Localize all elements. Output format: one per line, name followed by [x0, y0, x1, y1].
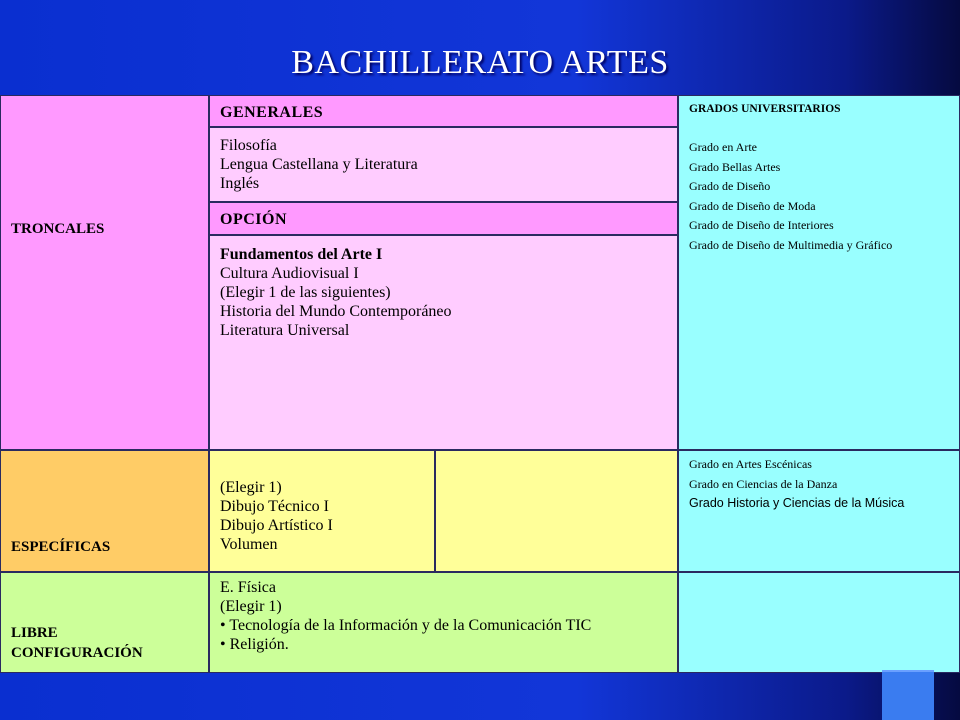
libre-label: LIBRE CONFIGURACIÓN [11, 625, 143, 661]
libre-body-cell [209, 572, 678, 673]
troncales-label: TRONCALES [11, 221, 105, 237]
list-item: (Elegir 1 de las siguientes) [220, 284, 391, 301]
list-item: Grado de Diseño de Multimedia y Gráfico [689, 237, 893, 252]
opcion-header-cell [209, 202, 678, 235]
list-item: Historia del Mundo Contemporáneo [220, 303, 452, 320]
especificas-label-cell [0, 450, 209, 572]
grados-universitarios-cell [678, 95, 960, 450]
grados-artes-list [689, 455, 904, 514]
list-item: • Tecnología de la Información y de la Comunicación TIC [220, 617, 592, 634]
generales-header: GENERALES [220, 104, 324, 121]
list-item: Literatura Universal [220, 322, 350, 339]
generales-header-cell [209, 95, 678, 127]
list-item: Grado Bellas Artes [689, 159, 781, 174]
list-item: E. Física [220, 579, 276, 596]
opcion-header: OPCIÓN [220, 211, 287, 228]
decorative-square [882, 670, 934, 720]
libre-label-cell [0, 572, 209, 673]
list-item: Grado de Diseño [689, 179, 771, 193]
especificas-empty-cell [435, 450, 678, 572]
opcion-list [220, 245, 452, 340]
generales-body-cell [209, 127, 678, 202]
list-item: Inglés [220, 175, 260, 192]
list-item: Lengua Castellana y Literatura [220, 156, 418, 173]
grados-artes-cell [678, 450, 960, 572]
list-item: (Elegir 1) [220, 598, 282, 615]
libre-list [220, 578, 591, 654]
grados-header: GRADOS UNIVERSITARIOS [689, 103, 841, 115]
list-item: Grado en Artes Escénicas [689, 457, 812, 471]
list-item: Filosofía [220, 137, 277, 154]
especificas-body-cell [209, 450, 435, 572]
list-item: • Religión. [220, 636, 289, 653]
list-item: (Elegir 1) [220, 479, 282, 496]
list-item: Grado en Arte [689, 140, 757, 154]
opcion-body-cell [209, 235, 678, 450]
libre-empty-cell [678, 572, 960, 673]
especificas-label: ESPECÍFICAS [11, 539, 111, 555]
grados-list [689, 138, 892, 255]
list-item: Grado en Ciencias de la Danza [689, 476, 838, 491]
especificas-list [220, 478, 333, 554]
generales-list [220, 136, 418, 193]
list-item: Cultura Audiovisual I [220, 265, 359, 282]
troncales-label-cell [0, 95, 209, 450]
list-item: Dibujo Técnico I [220, 498, 330, 515]
list-item: Grado Historia y Ciencias de la Música [689, 496, 905, 510]
list-item: Grado de Diseño de Interiores [689, 218, 834, 232]
list-item: Fundamentos del Arte I [220, 246, 383, 263]
list-item: Dibujo Artístico I [220, 517, 333, 534]
list-item: Grado de Diseño de Moda [689, 198, 816, 213]
subjects-table [0, 95, 960, 673]
page-title: BACHILLERATO ARTES [291, 44, 669, 81]
list-item: Volumen [220, 536, 278, 553]
